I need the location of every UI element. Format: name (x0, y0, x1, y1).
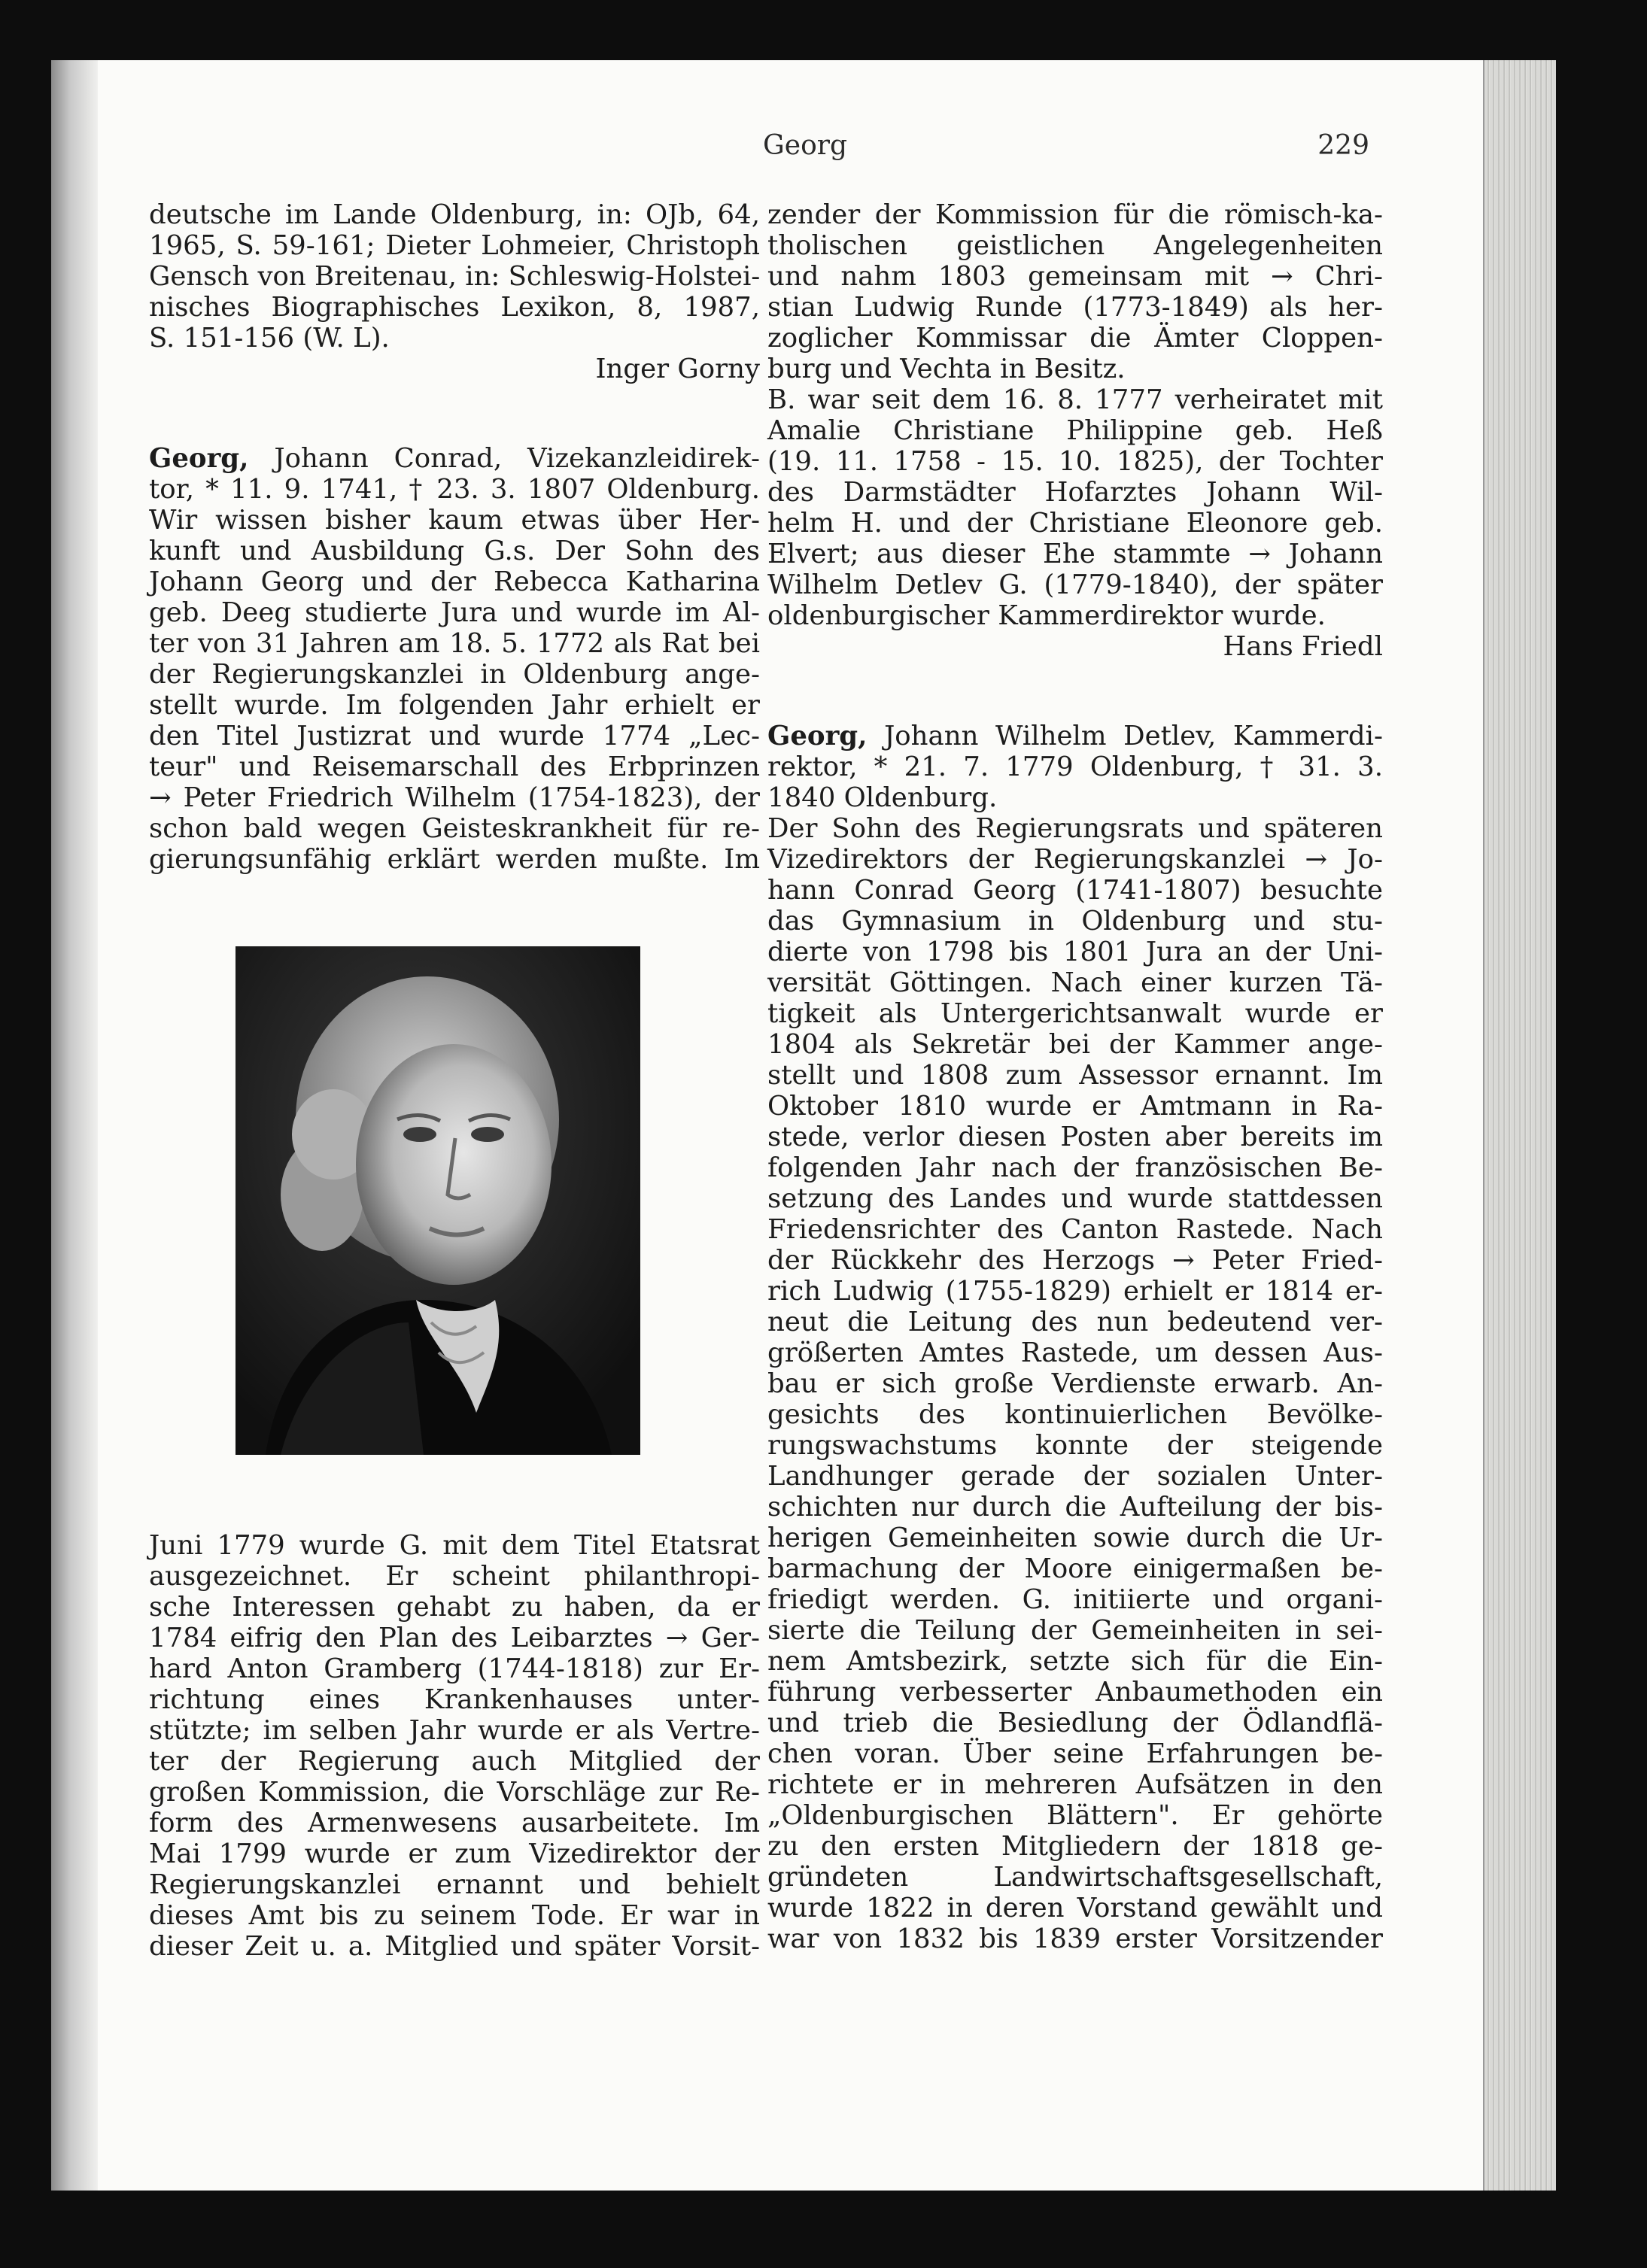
text-line: den Titel Justizrat und wurde 1774 „Lec- (149, 721, 760, 751)
text-line: helm H. und der Christiane Eleonore geb. (767, 508, 1383, 539)
entry-header-line (149, 443, 760, 474)
text-line: S. 151-156 (W. L). (149, 323, 390, 354)
text-line: Friedensrichter des Canton Rastede. Nach (767, 1214, 1383, 1245)
entry-headword: Georg, (149, 443, 249, 474)
text-line: ter von 31 Jahren am 18. 5. 1772 als Rat bei (149, 628, 760, 659)
left-column (149, 199, 760, 875)
text-line: versität Göttingen. Nach einer kurzen Tä- (767, 967, 1383, 998)
text-line: zoglicher Kommissar die Ämter Cloppen- (767, 323, 1383, 354)
text-line: Der Sohn des Regierungsrats und späteren (767, 813, 1383, 844)
entry-header-text: Johann Wilhelm Detlev, Kammerdi- (867, 721, 1383, 751)
text-line: stellt und 1808 zum Assessor ernannt. Im (767, 1060, 1383, 1091)
text-line: gierungsunfähig erklärt werden mußte. Im (149, 844, 760, 875)
text-line: rich Ludwig (1755-1829) erhielt er 1814 er- (767, 1276, 1383, 1307)
right-column (767, 199, 1383, 1954)
text-line: richtung eines Krankenhauses unter- (149, 1684, 760, 1715)
text-line: tor, * 11. 9. 1741, † 23. 3. 1807 Oldenburg. (149, 474, 760, 505)
text-line: neut die Leitung des nun bedeutend ver- (767, 1307, 1383, 1337)
text-line: Wir wissen bisher kaum etwas über Her- (149, 505, 760, 536)
text-line: zu den ersten Mitgliedern der 1818 ge- (767, 1831, 1383, 1862)
book-spine-shadow (51, 60, 98, 2191)
text-line: B. war seit dem 16. 8. 1777 verheiratet mit (767, 384, 1383, 415)
text-line: tholischen geistlichen Angelegenheiten (767, 230, 1383, 261)
text-line: stede, verlor diesen Posten aber bereits im (767, 1122, 1383, 1152)
text-line: des Darmstädter Hofarztes Johann Wil- (767, 477, 1383, 508)
text-line: gründeten Landwirtschaftsgesellschaft, (767, 1862, 1383, 1893)
text-line: friedigt werden. G. initiierte und organi- (767, 1584, 1383, 1615)
text-line: form des Armenwesens ausarbeitete. Im (149, 1808, 760, 1838)
text-line: dierte von 1798 bis 1801 Jura an der Uni- (767, 937, 1383, 967)
text-line: rektor, * 21. 7. 1779 Oldenburg, † 31. 3. (767, 751, 1383, 782)
text-line: tigkeit als Untergerichtsanwalt wurde er (767, 998, 1383, 1029)
portrait-image (236, 946, 640, 1455)
text-line: das Gymnasium in Oldenburg und stu- (767, 906, 1383, 937)
text-line: deutsche im Lande Oldenburg, in: OJb, 64, (149, 199, 760, 230)
text-line: Elvert; aus dieser Ehe stammte → Johann (767, 539, 1383, 569)
text-line: der Rückkehr des Herzogs → Peter Fried- (767, 1245, 1383, 1276)
text-line: Johann Georg und der Rebecca Katharina (149, 566, 760, 597)
text-line: schon bald wegen Geisteskrankheit für re- (149, 813, 760, 844)
entry-headword: Georg, (767, 721, 868, 751)
text-line: zender der Kommission für die römisch-ka- (767, 199, 1383, 230)
text-line: folgenden Jahr nach der französischen Be- (767, 1152, 1383, 1183)
text-line: 1804 als Sekretär bei der Kammer ange- (767, 1029, 1383, 1060)
text-line: stian Ludwig Runde (1773-1849) als her- (767, 292, 1383, 323)
author-signature: Inger Gorny (595, 354, 760, 384)
text-line: → Peter Friedrich Wilhelm (1754-1823), der (149, 782, 760, 813)
text-line: wurde 1822 in deren Vorstand gewählt und (767, 1893, 1383, 1923)
text-line: Gensch von Breitenau, in: Schleswig-Holstei- (149, 261, 761, 292)
text-line: setzung des Landes und wurde stattdessen (767, 1183, 1383, 1214)
text-line: teur" und Reisemarschall des Erbprinzen (149, 751, 760, 782)
entry-header-line (767, 721, 1383, 751)
text-line: großen Kommission, die Vorschläge zur Re- (149, 1777, 760, 1808)
entry-header-text: Johann Conrad, Vizekanzleidirek- (248, 443, 760, 474)
text-line: Mai 1799 wurde er zum Vizedirektor der (149, 1838, 760, 1869)
text-line: Juni 1779 wurde G. mit dem Titel Etatsrat (149, 1530, 760, 1561)
text-line: Regierungskanzlei ernannt und behielt (149, 1869, 760, 1900)
text-line: chen voran. Über seine Erfahrungen be- (767, 1738, 1383, 1769)
text-line: „Oldenburgischen Blättern". Er gehörte (767, 1800, 1383, 1831)
running-header: Georg (763, 130, 847, 161)
left-column-continued (149, 1530, 760, 1962)
text-line: und trieb die Besiedlung der Ödlandflä- (767, 1708, 1383, 1738)
text-line: hard Anton Gramberg (1744-1818) zur Er- (149, 1653, 760, 1684)
text-line: geb. Deeg studierte Jura und wurde im Al- (149, 597, 760, 628)
text-line: gesichts des kontinuierlichen Bevölke- (767, 1399, 1383, 1430)
text-line: oldenburgischer Kammerdirektor wurde. (767, 600, 1326, 631)
page-edges (1483, 60, 1556, 2191)
text-line: Oktober 1810 wurde er Amtmann in Ra- (767, 1091, 1383, 1122)
author-signature: Hans Friedl (1223, 631, 1383, 662)
text-line: barmachung der Moore einigermaßen be- (767, 1553, 1383, 1584)
text-line: nisches Biographisches Lexikon, 8, 1987, (149, 292, 760, 323)
text-line: nem Amtsbezirk, setzte sich für die Ein- (767, 1646, 1383, 1677)
text-line: Amalie Christiane Philippine geb. Heß (767, 415, 1383, 446)
text-line: war von 1832 bis 1839 erster Vorsitzender (767, 1923, 1383, 1954)
text-line: dieses Amt bis zu seinem Tode. Er war in (149, 1900, 760, 1931)
text-line: größerten Amtes Rastede, um dessen Aus- (767, 1337, 1383, 1368)
text-line: Wilhelm Detlev G. (1779-1840), der später (767, 569, 1383, 600)
text-line: dieser Zeit u. a. Mitglied und später Vorsit- (149, 1931, 760, 1962)
text-line: herigen Gemeinheiten sowie durch die Ur- (767, 1523, 1383, 1553)
text-line: Vizedirektors der Regierungskanzlei → Jo- (767, 844, 1383, 875)
page-number: 229 (1317, 130, 1369, 161)
text-line: 1965, S. 59-161; Dieter Lohmeier, Christoph (149, 230, 760, 261)
text-line: 1784 eifrig den Plan des Leibarztes → Ger- (149, 1623, 760, 1653)
text-line: kunft und Ausbildung G.s. Der Sohn des (149, 536, 760, 566)
text-line: richtete er in mehreren Aufsätzen in den (767, 1769, 1383, 1800)
text-line: führung verbesserter Anbaumethoden ein (767, 1677, 1383, 1708)
text-line: (19. 11. 1758 - 15. 10. 1825), der Tochter (767, 446, 1383, 477)
text-line: schichten nur durch die Aufteilung der bis- (767, 1492, 1383, 1523)
text-line: sche Interessen gehabt zu haben, da er (149, 1592, 760, 1623)
text-line: stellt wurde. Im folgenden Jahr erhielt er (149, 690, 760, 721)
text-line: sierte die Teilung der Gemeinheiten in sei- (767, 1615, 1383, 1646)
text-line: stützte; im selben Jahr wurde er als Vertre- (149, 1715, 760, 1746)
text-line: bau er sich große Verdienste erwarb. An- (767, 1368, 1383, 1399)
text-line: 1840 Oldenburg. (767, 782, 998, 813)
text-line: burg und Vechta in Besitz. (767, 354, 1126, 384)
text-line: ter der Regierung auch Mitglied der (149, 1746, 760, 1777)
text-line: rungswachstums konnte der steigende (767, 1430, 1383, 1461)
text-line: hann Conrad Georg (1741-1807) besuchte (767, 875, 1383, 906)
portrait-illustration (236, 946, 640, 1455)
text-line: Landhunger gerade der sozialen Unter- (767, 1461, 1383, 1492)
text-line: ausgezeichnet. Er scheint philanthropi- (149, 1561, 760, 1592)
text-line: und nahm 1803 gemeinsam mit → Chri- (767, 261, 1383, 292)
text-line: der Regierungskanzlei in Oldenburg ange- (149, 659, 760, 690)
